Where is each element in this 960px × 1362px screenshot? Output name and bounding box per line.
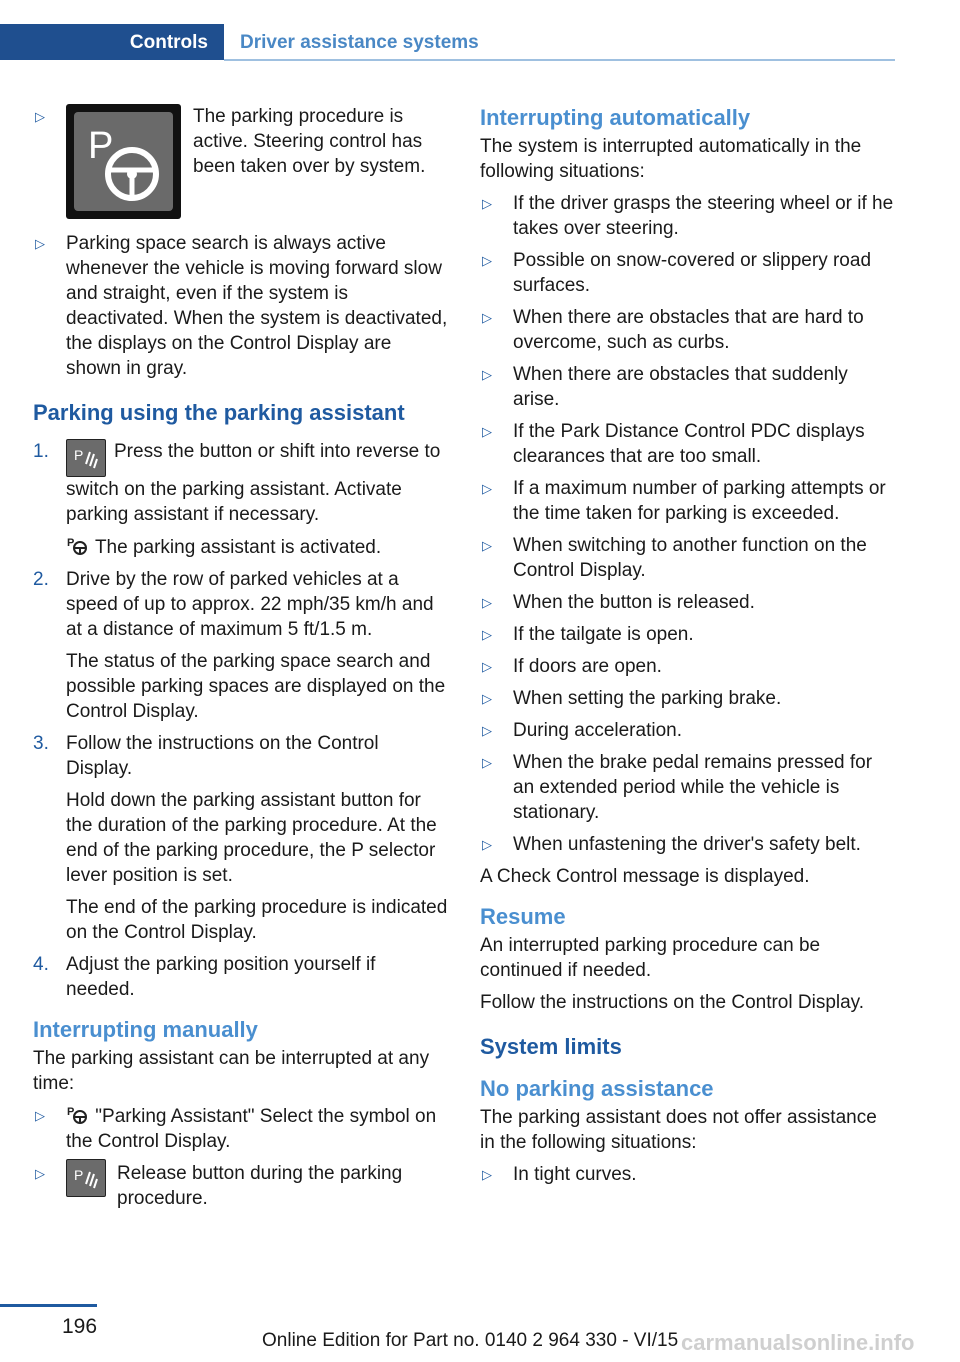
triangle-bullet-icon: ▷ <box>482 367 492 382</box>
triangle-bullet-icon: ▷ <box>482 481 492 496</box>
triangle-bullet-icon: ▷ <box>482 723 492 738</box>
triangle-bullet-icon: ▷ <box>482 253 492 268</box>
triangle-bullet-icon: ▷ <box>482 310 492 325</box>
triangle-bullet-icon: ▷ <box>482 595 492 610</box>
heading-system-limits: System limits <box>480 1034 622 1059</box>
parking-assistant-symbol-icon <box>66 534 90 556</box>
triangle-bullet-icon: ▷ <box>35 109 45 124</box>
step-4: 4. Adjust the parking position yourself if needed. <box>33 954 376 1000</box>
list-item: ▷ If the Park Distance Control PDC displays clearances that are too small. <box>482 421 865 467</box>
chapter-tab-label: Controls <box>129 32 208 53</box>
list-item: ▷ If the driver grasps the steering wheel or if he takes over steering. <box>482 193 894 239</box>
triangle-bullet-icon: ▷ <box>35 1166 45 1181</box>
search-list <box>33 231 449 381</box>
list-item: ▷ When setting the parking brake. <box>482 688 782 709</box>
footer-rule <box>0 1304 97 1307</box>
step-3: 3. Follow the instructions on the Control Display. Hold down the parking assistant button for the duration of the parking procedure. At the end of the parking procedure, the P selector lever position is set. The end of the parking procedure is indicated on the Control Display. <box>33 733 448 943</box>
triangle-bullet-icon: ▷ <box>482 837 492 852</box>
heading-parking-assistant: Parking using the parking assistant <box>33 400 405 425</box>
triangle-bullet-icon: ▷ <box>482 755 492 770</box>
check-control-text: A Check Control message is displayed. <box>480 866 810 887</box>
list-item: ▷ When unfastening the driver's safety belt. <box>482 834 861 855</box>
page-header <box>0 0 895 62</box>
parking-assistant-symbol-icon <box>66 1103 90 1125</box>
release-item <box>33 1161 449 1209</box>
release-text: Release button during the parking procedure. <box>117 1163 403 1209</box>
list-item: ▷ When the button is released. <box>482 592 755 613</box>
list-item: ▷ If doors are open. <box>482 656 662 677</box>
triangle-bullet-icon: ▷ <box>482 659 492 674</box>
parking-steering-icon <box>66 104 181 219</box>
parking-assistant-button-icon <box>66 1159 106 1197</box>
manual-intro: The parking assistant can be interrupted at any time: <box>33 1048 430 1094</box>
heading-interrupting-automatically: Interrupting automatically <box>480 105 751 130</box>
triangle-bullet-icon: ▷ <box>482 196 492 211</box>
step-2: 2. Drive by the row of parked vehicles at a speed of up to approx. 22 mph/35 km/h and at a distance of maximum 5 ft/1.5 m. The status of the parking space search and possible parking spaces are displayed on the Control Display. <box>33 569 446 722</box>
edition-text: Online Edition for Part no. 0140 2 964 330 - VI/15 <box>262 1330 679 1351</box>
triangle-bullet-icon: ▷ <box>482 538 492 553</box>
heading-interrupting-manually: Interrupting manually <box>33 1017 258 1042</box>
list-item: ▷ P "Parking Assistant" Select the symbol on the Control Display. <box>33 1103 449 1154</box>
list-item: ▷ When there are obstacles that are hard to overcome, such as curbs. <box>482 307 864 353</box>
right-column <box>480 104 896 1194</box>
resume-text-2: Follow the instructions on the Control Display. <box>480 992 865 1013</box>
manual-list <box>33 1103 449 1154</box>
heading-resume: Resume <box>480 904 566 929</box>
triangle-bullet-icon: ▷ <box>35 236 45 251</box>
parking-assistant-button-icon <box>66 439 106 477</box>
watermark: carmanualsonline.info <box>681 1330 915 1355</box>
step-1: 1. P Press the button or shift into reverse to switch on the parking assistant. Activate parking assistant if necessary. P The parking assistant is activated. <box>33 441 441 558</box>
page-number: 196 <box>62 1315 98 1338</box>
active-procedure-text: The parking procedure is active. Steering control has been taken over by system. <box>193 106 426 177</box>
heading-no-parking-assistance: No parking assistance <box>480 1076 714 1101</box>
auto-intro: The system is interrupted automatically in the following situations: <box>480 136 862 182</box>
triangle-bullet-icon: ▷ <box>482 1167 492 1182</box>
parking-steps <box>33 439 449 1002</box>
auto-list <box>480 191 896 857</box>
triangle-bullet-icon: ▷ <box>35 1108 45 1123</box>
resume-text-1: An interrupted parking procedure can be continued if needed. <box>480 935 821 981</box>
triangle-bullet-icon: ▷ <box>482 691 492 706</box>
triangle-bullet-icon: ▷ <box>482 424 492 439</box>
list-item: ▷ When switching to another function on the Control Display. <box>482 535 867 581</box>
active-procedure-item <box>33 104 449 219</box>
list-item: ▷ If a maximum number of parking attempts or the time taken for parking is exceeded. <box>482 478 886 524</box>
list-item: ▷ When there are obstacles that suddenly arise. <box>482 364 848 410</box>
list-item: ▷ In tight curves. <box>482 1164 637 1185</box>
triangle-bullet-icon: ▷ <box>482 627 492 642</box>
svg-text:P: P <box>88 125 114 167</box>
list-item: ▷ Parking space search is always active whenever the vehicle is moving forward slow and straight, even if the system is deactivated. When the system is deactivated, the displays on the Control Display are shown in gray. <box>35 233 448 379</box>
noassist-intro: The parking assistant does not offer assistance in the following situations: <box>480 1107 877 1153</box>
list-item: ▷ If the tailgate is open. <box>482 624 694 645</box>
header-rule <box>224 59 895 61</box>
list-item: ▷ When the brake pedal remains pressed for an extended period while the vehicle is stationary. <box>482 752 873 823</box>
svg-text:P: P <box>74 1167 84 1183</box>
svg-text:P: P <box>67 1106 75 1118</box>
chapter-tab[interactable] <box>0 24 224 60</box>
list-item: ▷ During acceleration. <box>482 720 682 741</box>
svg-text:P: P <box>67 537 75 549</box>
section-title: Driver assistance systems <box>240 32 479 53</box>
list-item: ▷ Possible on snow-covered or slippery road surfaces. <box>482 250 872 296</box>
svg-text:P: P <box>74 447 84 463</box>
noassist-list <box>480 1162 896 1187</box>
left-column <box>33 104 449 1209</box>
